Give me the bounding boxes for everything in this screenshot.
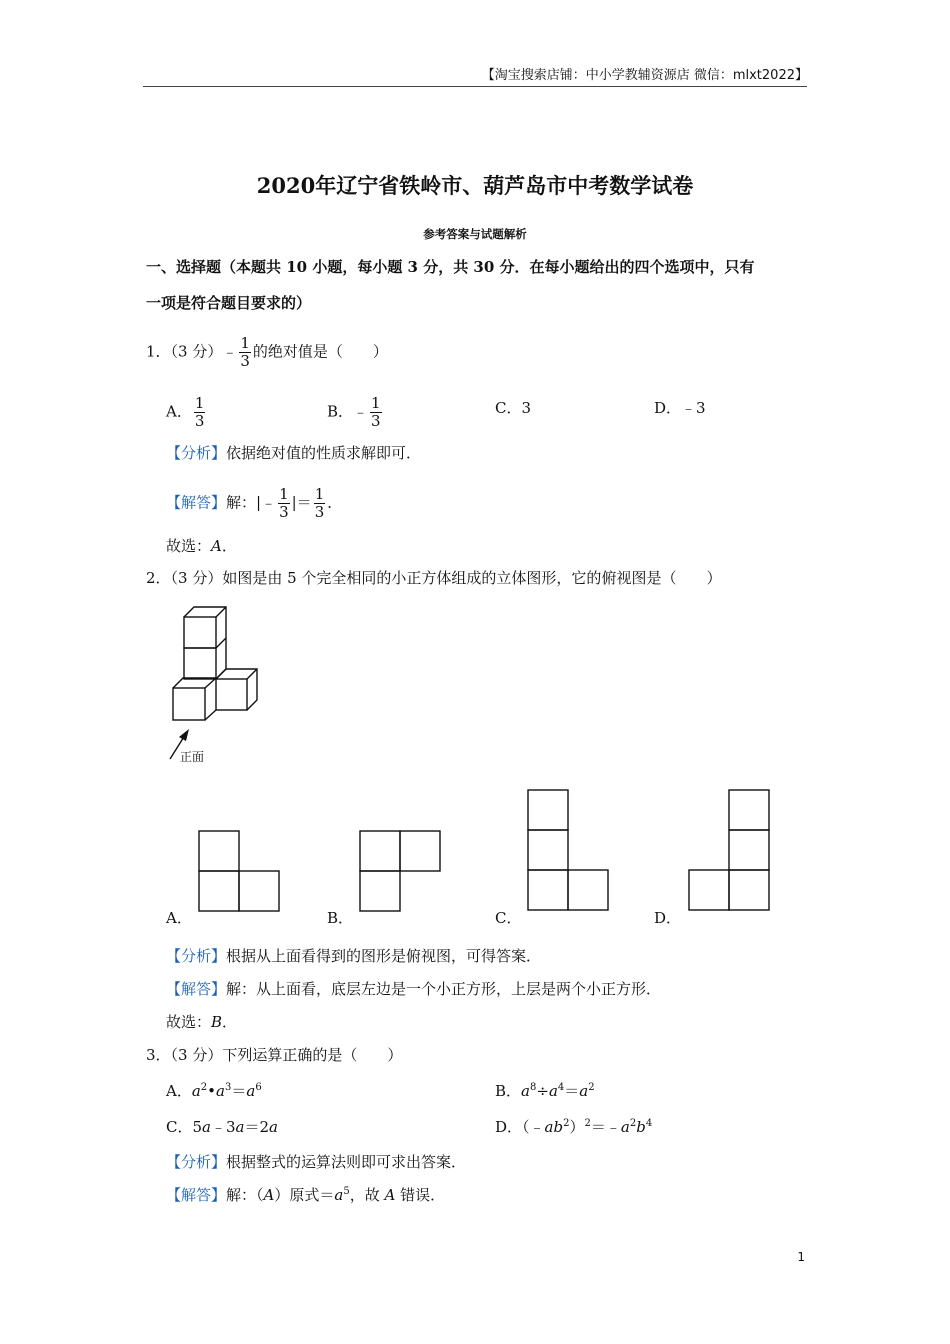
cube-bottom-left-base bbox=[205, 710, 216, 720]
q2-c-square-2 bbox=[528, 830, 568, 870]
cube-bottom-right-edge bbox=[247, 669, 257, 679]
q1-solution-frac2 bbox=[314, 487, 326, 520]
q2-c-square-1 bbox=[528, 790, 568, 830]
q1-option-b-frac bbox=[370, 396, 382, 429]
cube-bottom-right-front bbox=[216, 679, 247, 710]
q2-b-square-3 bbox=[360, 871, 400, 911]
q3-option-d bbox=[495, 1117, 652, 1137]
q3-option-d-label: D． bbox=[495, 1118, 523, 1136]
q3-option-a bbox=[166, 1081, 262, 1101]
q2-b-square-2 bbox=[400, 831, 440, 871]
q1-solution-frac2-den: 3 bbox=[314, 503, 325, 521]
q2-a-square-2 bbox=[199, 871, 239, 911]
q1-analysis-text: 依据绝对值的性质求解即可． bbox=[226, 444, 422, 462]
q3-solution-comma: ，故 bbox=[349, 1186, 385, 1204]
cube-top-front bbox=[184, 617, 216, 648]
q2-solution bbox=[166, 979, 661, 999]
page-subtitle: 参考答案与试题解析 bbox=[423, 227, 527, 241]
q2-d-square-2 bbox=[729, 830, 769, 870]
q1-frac-den: 3 bbox=[240, 352, 250, 370]
page-number: 1 bbox=[797, 1250, 805, 1264]
q1-option-a-label: A． bbox=[166, 402, 192, 421]
q2-option-d-figure bbox=[688, 789, 772, 913]
q3-option-d-expr: $(﹣ab^2)^2=﹣a^2b^4$ bbox=[522, 1118, 653, 1136]
section-heading-line1: 一、选择题（本题共 10 小题，每小题 3 分，共 30 分．在每小题给出的四个选项中，只有 bbox=[146, 258, 755, 276]
q3-solution bbox=[166, 1185, 445, 1205]
q2-c-square-4 bbox=[568, 870, 608, 910]
cube-figure bbox=[165, 602, 265, 767]
q2-option-d-label: D． bbox=[654, 909, 682, 927]
q1-choice bbox=[166, 536, 237, 556]
q3-solution-prefix: 解：（ bbox=[226, 1186, 264, 1204]
q2-analysis bbox=[166, 946, 541, 966]
q1-choice-prefix: 故选： bbox=[166, 537, 212, 555]
q1-analysis bbox=[166, 443, 421, 463]
q1-suffix: 的绝对值是（ ） bbox=[252, 342, 388, 361]
q3-option-a-expr: $a^2•a^3=a^6$ bbox=[191, 1082, 262, 1100]
q1-option-c: C．3 bbox=[495, 399, 532, 417]
q1-minus: ﹣ bbox=[222, 342, 238, 361]
cube-top-edge bbox=[216, 607, 226, 617]
q3-analysis-text: 根据整式的运算法则即可求出答案． bbox=[226, 1153, 467, 1171]
q2-solution-tag: 【解答】 bbox=[166, 980, 227, 998]
q3-option-c bbox=[166, 1117, 278, 1137]
q2-option-c-label: C． bbox=[495, 909, 522, 927]
q2-choice-letter: B bbox=[211, 1013, 223, 1031]
cube-bottom-left-front bbox=[173, 688, 205, 720]
q1-option-b-minus: ﹣ bbox=[353, 402, 369, 421]
q1-solution-frac1-num: 1 bbox=[279, 485, 289, 503]
q2-b-square-1 bbox=[360, 831, 400, 871]
q3-option-c-expr: 5a﹣3a＝2a bbox=[192, 1118, 278, 1136]
q1-solution-end: ． bbox=[327, 493, 343, 512]
q2-option-a-label: A． bbox=[166, 909, 192, 927]
q1-option-d: D．﹣3 bbox=[654, 399, 706, 417]
header-rule bbox=[143, 86, 807, 87]
q1-solution-frac1-den: 3 bbox=[279, 503, 289, 521]
q3-option-b-label: B． bbox=[495, 1082, 522, 1100]
front-label: 正面 bbox=[180, 750, 205, 764]
q2-stem: 2．（3 分）如图是由 5 个完全相同的小正方体组成的立体图形，它的俯视图是（ ） bbox=[146, 569, 722, 587]
q3-solution-label-a-2: A bbox=[384, 1186, 396, 1204]
q3-analysis bbox=[166, 1152, 466, 1172]
q3-option-a-label: A． bbox=[166, 1082, 192, 1100]
q1-choice-end: ． bbox=[221, 537, 237, 555]
q1-frac-num: 1 bbox=[240, 334, 250, 352]
q3-option-b bbox=[495, 1081, 595, 1101]
section-heading-line2: 一项是符合题目要求的） bbox=[146, 294, 312, 312]
q1-option-a-den: 3 bbox=[194, 412, 205, 430]
q1-fraction bbox=[239, 336, 251, 369]
q2-d-square-3 bbox=[689, 870, 729, 910]
q2-analysis-tag: 【分析】 bbox=[166, 947, 227, 965]
q3-solution-label-a: A bbox=[263, 1186, 275, 1204]
q3-solution-mid: ）原式＝ bbox=[274, 1186, 335, 1204]
q2-a-square-1 bbox=[199, 831, 239, 871]
q3-option-b-expr: $a^8\div a^4=a^2$ bbox=[521, 1082, 595, 1100]
q1-solution-prefix: 解：|﹣ bbox=[226, 493, 277, 512]
q1-solution-tag: 【解答】 bbox=[166, 493, 227, 512]
q2-analysis-text: 根据从上面看得到的图形是俯视图，可得答案． bbox=[226, 947, 542, 965]
q1-solution-frac2-num: 1 bbox=[314, 485, 325, 503]
q2-option-b-figure bbox=[359, 830, 443, 914]
q3-solution-end: 错误． bbox=[395, 1186, 446, 1204]
q2-d-square-1 bbox=[729, 790, 769, 830]
q1-option-a bbox=[166, 396, 207, 429]
q2-d-square-4 bbox=[729, 870, 769, 910]
q1-stem bbox=[146, 336, 388, 369]
q2-a-square-3 bbox=[239, 871, 279, 911]
q2-solution-text: 解：从上面看，底层左边是一个小正方形，上层是两个小正方形． bbox=[226, 980, 662, 998]
q2-choice bbox=[166, 1012, 237, 1032]
q1-option-a-num: 1 bbox=[194, 394, 205, 412]
q3-stem: 3．（3 分）下列运算正确的是（ ） bbox=[146, 1046, 403, 1064]
q3-option-c-label: C． bbox=[166, 1118, 193, 1136]
q1-choice-letter: A bbox=[211, 537, 222, 555]
q2-choice-prefix: 故选： bbox=[166, 1013, 212, 1031]
page-title: 2020年辽宁省铁岭市、葫芦岛市中考数学试卷 bbox=[256, 173, 694, 198]
q2-option-a-figure bbox=[198, 830, 282, 914]
q1-solution bbox=[166, 487, 342, 520]
header-text: 【淘宝搜索店铺：中小学教辅资源店 微信：mlxt2022】 bbox=[481, 68, 808, 83]
q1-prefix: 1．（3 分） bbox=[146, 342, 223, 361]
q1-option-b-num: 1 bbox=[371, 394, 381, 412]
q1-option-b bbox=[327, 396, 384, 429]
q1-analysis-tag: 【分析】 bbox=[166, 444, 227, 462]
q1-solution-frac1 bbox=[278, 487, 290, 520]
q3-analysis-tag: 【分析】 bbox=[166, 1153, 227, 1171]
q3-solution-tag: 【解答】 bbox=[166, 1186, 227, 1204]
q2-c-square-3 bbox=[528, 870, 568, 910]
q1-solution-mid: |＝ bbox=[291, 493, 312, 512]
q3-solution-expr: $a^5$ bbox=[334, 1186, 350, 1204]
q1-option-a-frac bbox=[194, 396, 206, 429]
cube-middle-front bbox=[184, 648, 216, 679]
q2-option-b-label: B． bbox=[327, 909, 354, 927]
q2-option-c-figure bbox=[527, 789, 611, 913]
q1-option-b-den: 3 bbox=[371, 412, 381, 430]
front-arrow-head bbox=[179, 729, 189, 741]
q1-option-b-label: B． bbox=[327, 402, 354, 421]
q2-choice-end: ． bbox=[222, 1013, 238, 1031]
